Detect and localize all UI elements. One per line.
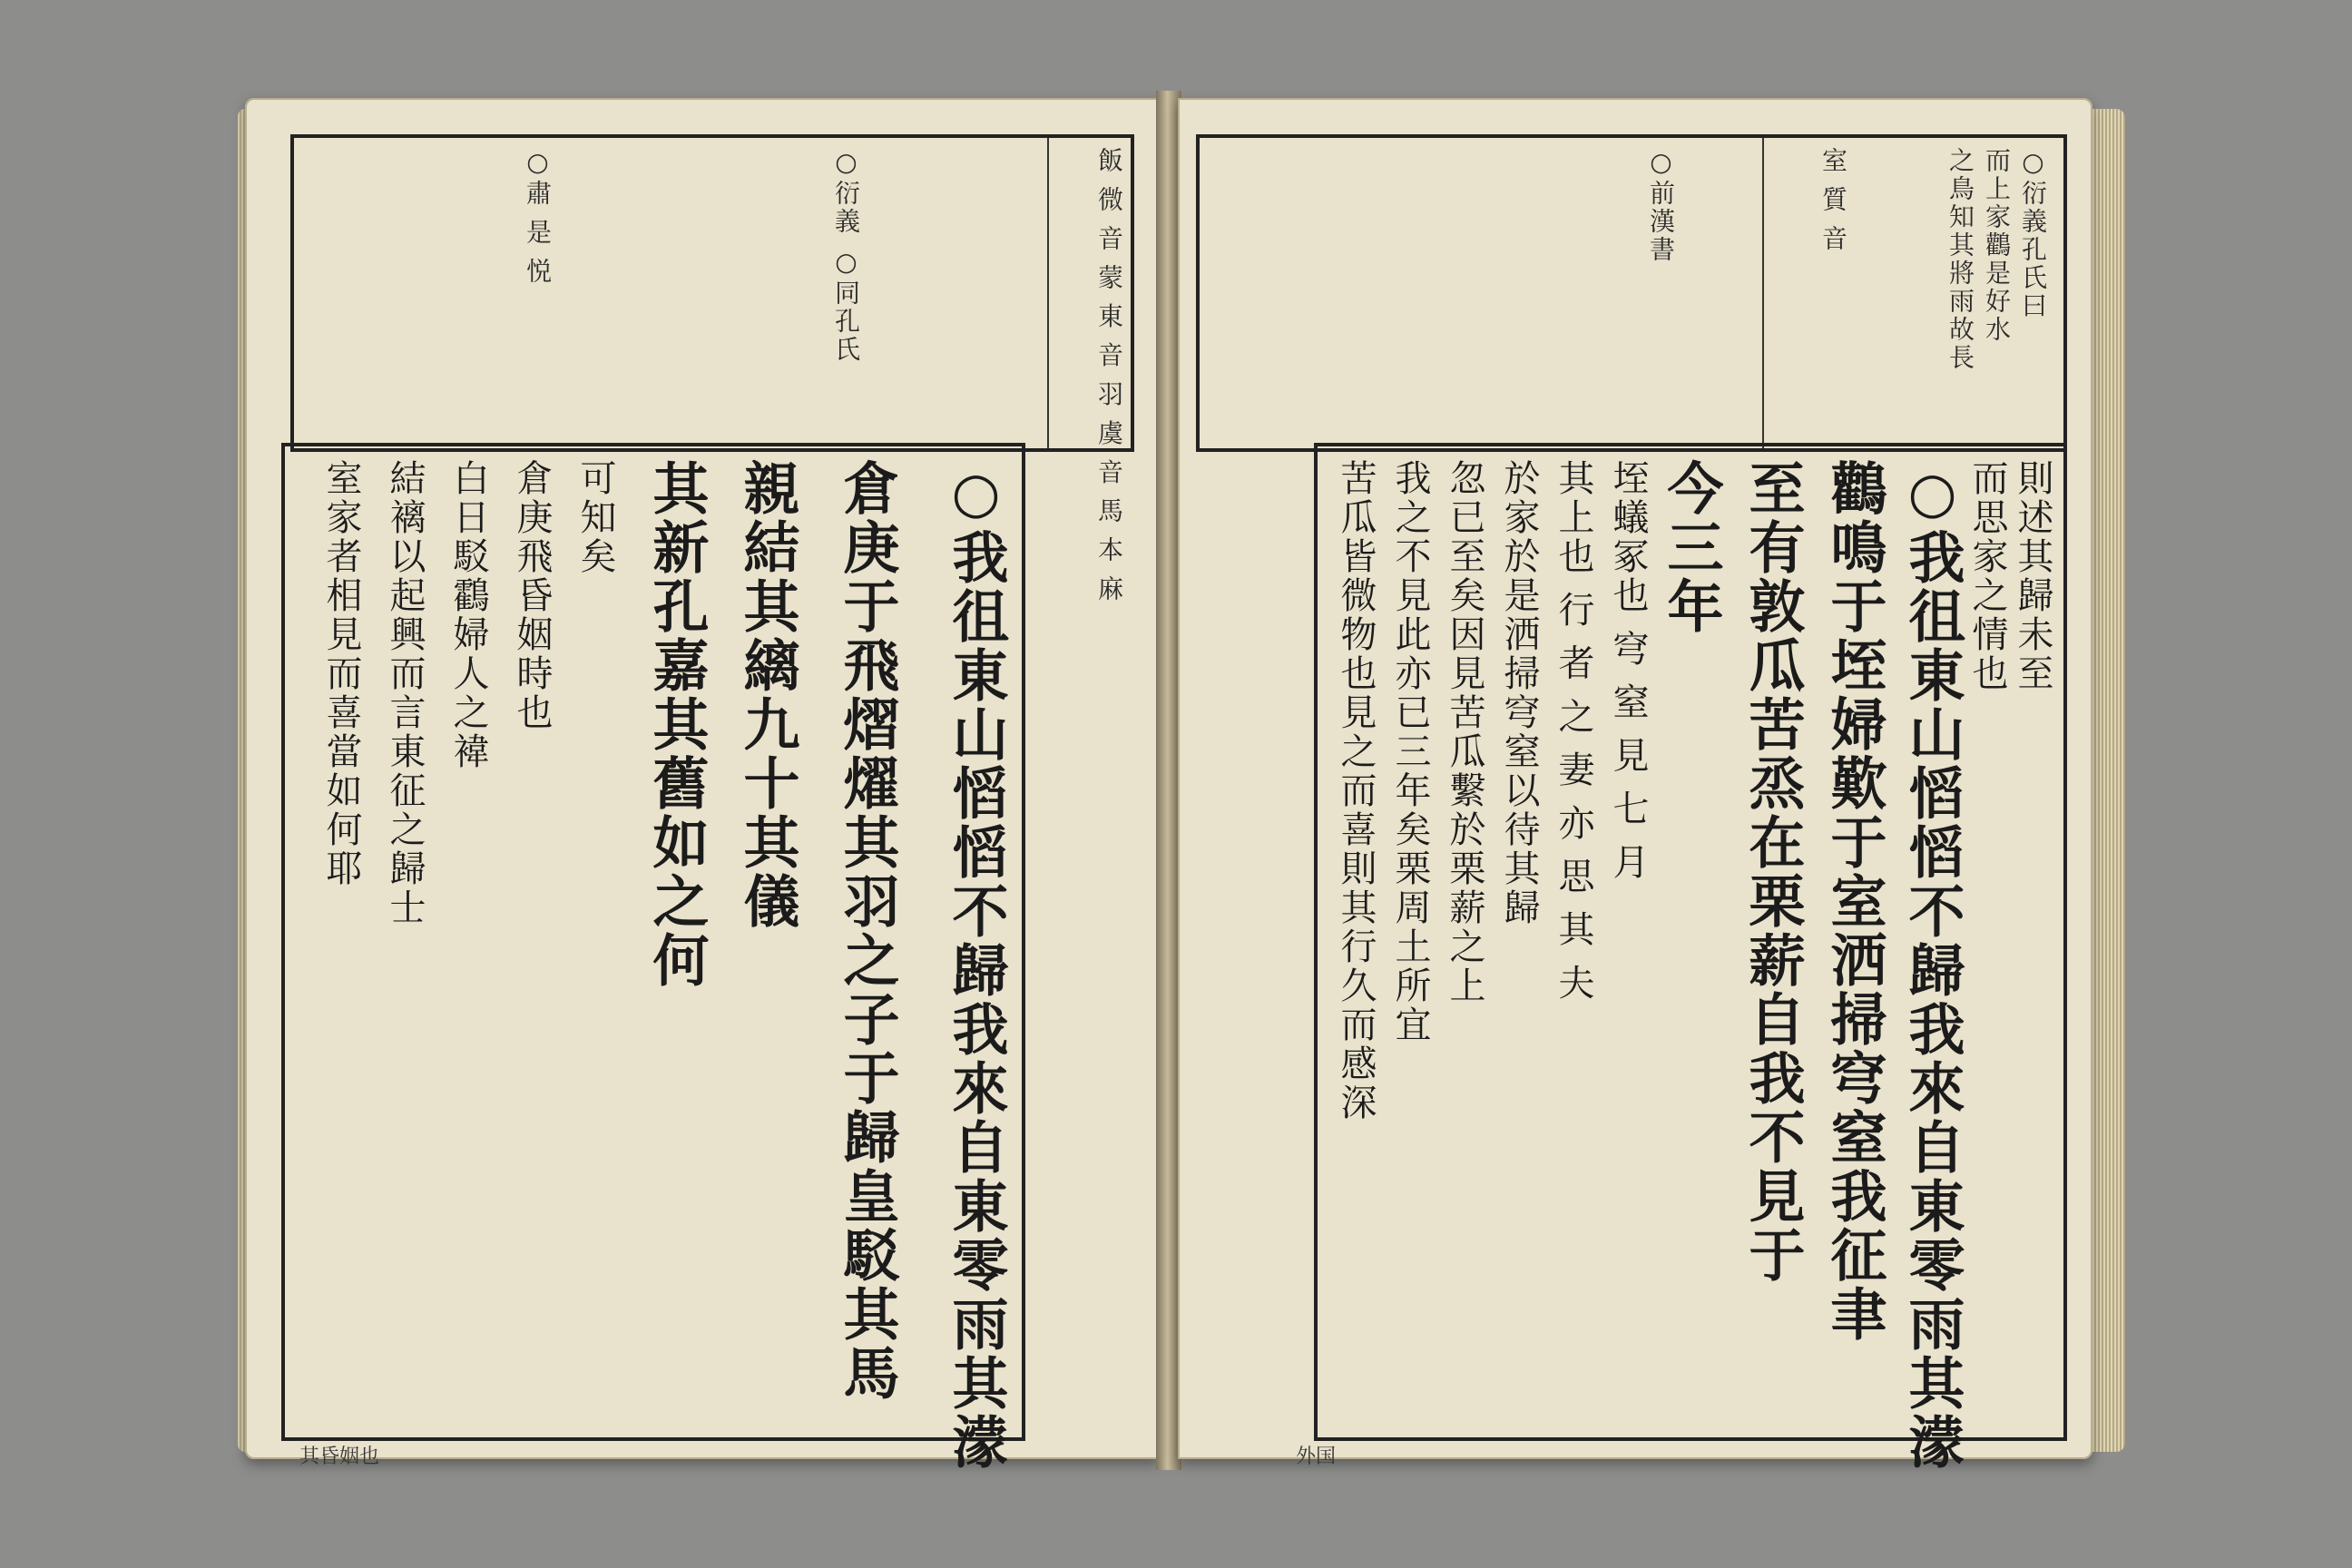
left-main-col-3: 親結其縭九十其儀 <box>734 459 800 931</box>
right-page-edges <box>2089 109 2125 1452</box>
column-rule <box>1762 138 1764 448</box>
left-main-col-1: ○我徂東山慆慆不歸我來自東零雨其濛 <box>943 459 1009 1472</box>
right-upper-col-1: ○衍義孔氏曰 <box>2018 147 2048 320</box>
right-main-col-4: 鸛鳴于垤婦歎于室洒掃穹窒我征聿 <box>1821 459 1887 1344</box>
left-main-col-9: 室家者相見而喜當如何耶 <box>320 459 362 888</box>
right-upper-col-4: ○前漢書 <box>1646 147 1676 264</box>
right-main-col-5: 至有敦瓜苦烝在栗薪自我不見于 <box>1740 459 1806 1285</box>
right-main-col-6: 今三年 <box>1658 459 1724 636</box>
left-main-col-8: 結褵以起興而言東征之歸士 <box>384 459 426 927</box>
right-upper-col-3: 之鳥知其將雨故長 <box>1945 147 1975 372</box>
left-upper-col-1: 飯 微 音 蒙 東 音 羽 虞 音 馬 本 麻 <box>1094 147 1124 603</box>
left-main-col-6: 倉庚飛昏姻時也 <box>511 459 553 732</box>
left-main-col-2: 倉庚于飛熠燿其羽之子于歸皇駁其馬 <box>834 459 900 1403</box>
left-footer-note: 其昏姻也 <box>299 1446 380 1468</box>
left-main-col-5: 可知矣 <box>574 459 616 576</box>
right-main-col-8: 其上也 行 者 之 妻 亦 思 其 夫 <box>1553 459 1594 1003</box>
right-main-col-10: 忽已至矣因見苦瓜繫於栗薪之上 <box>1444 459 1485 1005</box>
right-main-col-12: 苦瓜皆微物也見之而喜則其行久而感深 <box>1335 459 1377 1122</box>
right-main-col-2: 而思家之情也 <box>1966 459 2008 693</box>
right-main-col-7: 垤蟻冢也 穹 窒 見 七 月 <box>1607 459 1649 882</box>
right-page <box>1178 98 2092 1472</box>
right-main-col-1: 則述其歸未至 <box>2012 459 2053 693</box>
right-upper-col-2: 而上家鸛是好水 <box>1982 147 2012 344</box>
left-page <box>245 98 1160 1472</box>
right-footer-note: 外国 <box>1296 1446 1337 1468</box>
right-upper-col-5: 室 質 音 <box>1818 147 1848 253</box>
left-upper-col-3: ○肅 是 悦 <box>523 147 553 286</box>
open-book <box>238 91 2134 1470</box>
left-main-col-4: 其新孔嘉其舊如之何 <box>643 459 710 990</box>
left-upper-col-2: ○衍義 ○同孔氏 <box>831 147 861 364</box>
left-main-col-7: 白日駁鸖婦人之褘 <box>447 459 489 771</box>
right-main-col-3: ○我徂東山慆慆不歸我來自東零雨其濛 <box>1899 459 1965 1472</box>
right-main-col-9: 於家於是洒掃穹窒以待其歸 <box>1498 459 1540 927</box>
right-main-col-11: 我之不見此亦已三年矣栗周土所宜 <box>1389 459 1431 1044</box>
right-upper-commentary-frame <box>1196 134 2067 452</box>
column-rule <box>1047 138 1049 448</box>
